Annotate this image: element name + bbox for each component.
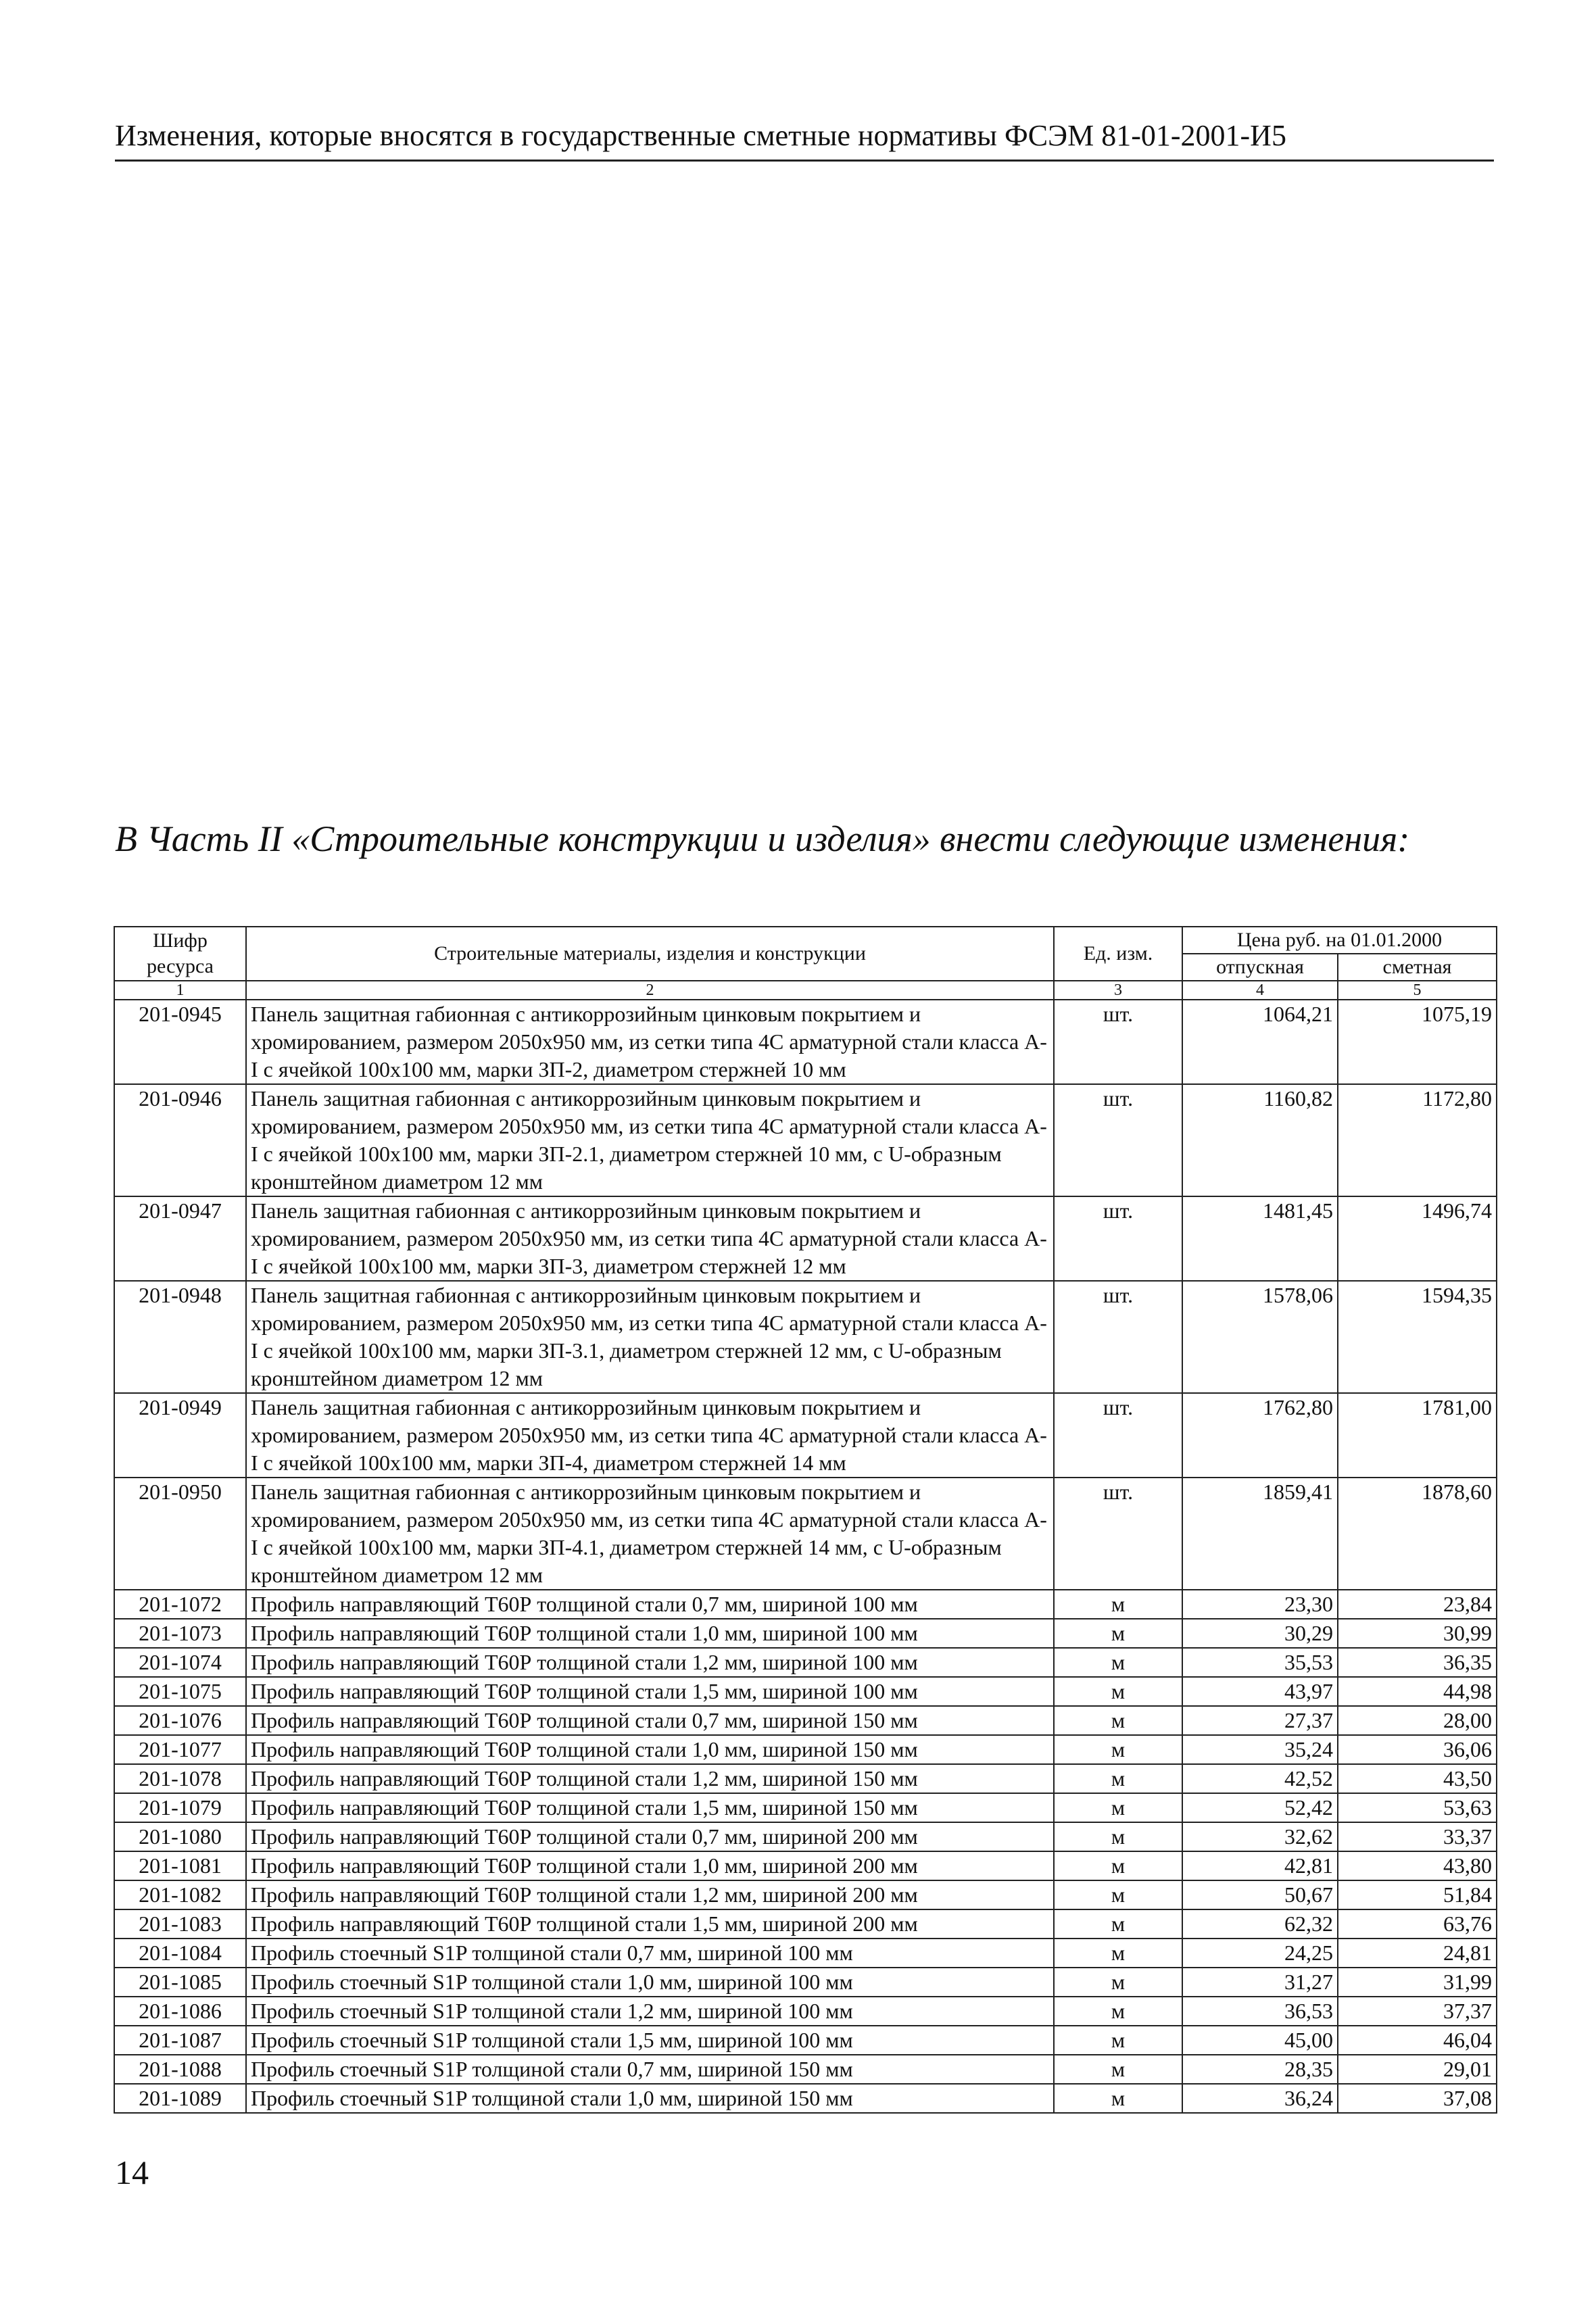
col-header-estimate-price: сметная (1338, 954, 1497, 981)
resource-unit: м (1054, 1793, 1182, 1822)
resource-table (114, 926, 1497, 2114)
release-price: 36,53 (1182, 1997, 1338, 2026)
estimate-price: 33,37 (1338, 1822, 1497, 1851)
resource-name: Профиль стоечный S1P толщиной стали 1,2 мм, шириной 100 мм (246, 1997, 1054, 2026)
resource-code: 201-1081 (114, 1851, 246, 1880)
resource-unit: м (1054, 1909, 1182, 1939)
resource-unit: шт. (1054, 1084, 1182, 1196)
release-price: 24,25 (1182, 1939, 1338, 1968)
resource-unit: м (1054, 1997, 1182, 2026)
release-price: 1762,80 (1182, 1393, 1338, 1478)
resource-name: Панель защитная габионная с антикоррозийным цинковым покрытием и хромированием, размером 2050x950 мм, из сетки типа 4С арматурной стали класса А-I с ячейкой 100x100 мм, марки ЗП-3, диаметром стержней 12 мм (246, 1196, 1054, 1281)
estimate-price: 37,37 (1338, 1997, 1497, 2026)
resource-code: 201-1084 (114, 1939, 246, 1968)
resource-code: 201-1085 (114, 1968, 246, 1997)
release-price: 50,67 (1182, 1880, 1338, 1909)
resource-unit: м (1054, 1677, 1182, 1706)
release-price: 1160,82 (1182, 1084, 1338, 1196)
estimate-price: 1496,74 (1338, 1196, 1497, 1281)
estimate-price: 63,76 (1338, 1909, 1497, 1939)
resource-code: 201-0947 (114, 1196, 246, 1281)
table-row (114, 1648, 1497, 1677)
estimate-price: 1172,80 (1338, 1084, 1497, 1196)
estimate-price: 29,01 (1338, 2055, 1497, 2084)
col-header-release-price: отпускная (1182, 954, 1338, 981)
resource-code: 201-1073 (114, 1619, 246, 1648)
table-body (114, 1000, 1497, 2113)
resource-code: 201-1087 (114, 2026, 246, 2055)
resource-unit: м (1054, 1648, 1182, 1677)
estimate-price: 36,06 (1338, 1735, 1497, 1764)
table-row (114, 1619, 1497, 1648)
estimate-price: 24,81 (1338, 1939, 1497, 1968)
resource-unit: м (1054, 1735, 1182, 1764)
resource-name: Профиль стоечный S1P толщиной стали 1,0 мм, шириной 150 мм (246, 2084, 1054, 2113)
resource-code: 201-0950 (114, 1478, 246, 1590)
resource-code: 201-1088 (114, 2055, 246, 2084)
resource-name: Профиль направляющий Т60Р толщиной стали 1,0 мм, шириной 150 мм (246, 1735, 1054, 1764)
resource-code: 201-0945 (114, 1000, 246, 1084)
estimate-price: 43,80 (1338, 1851, 1497, 1880)
resource-code: 201-1077 (114, 1735, 246, 1764)
table-row (114, 1590, 1497, 1619)
resource-unit: шт. (1054, 1393, 1182, 1478)
release-price: 1578,06 (1182, 1281, 1338, 1393)
table-row (114, 1851, 1497, 1880)
page-number: 14 (115, 2153, 149, 2191)
estimate-price: 30,99 (1338, 1619, 1497, 1648)
resource-unit: м (1054, 1939, 1182, 1968)
table-row (114, 1939, 1497, 1968)
resource-code: 201-0948 (114, 1281, 246, 1393)
release-price: 1481,45 (1182, 1196, 1338, 1281)
resource-code: 201-0946 (114, 1084, 246, 1196)
resource-code: 201-1079 (114, 1793, 246, 1822)
estimate-price: 37,08 (1338, 2084, 1497, 2113)
release-price: 1064,21 (1182, 1000, 1338, 1084)
resource-unit: м (1054, 1590, 1182, 1619)
resource-code: 201-1089 (114, 2084, 246, 2113)
resource-name: Профиль направляющий Т60Р толщиной стали 1,2 мм, шириной 100 мм (246, 1648, 1054, 1677)
resource-name: Панель защитная габионная с антикоррозийным цинковым покрытием и хромированием, размером 2050x950 мм, из сетки типа 4С арматурной стали класса А-I с ячейкой 100x100 мм, марки ЗП-3.1, диаметром стержней 12 мм, с U-образным кронштейном диаметром 12 мм (246, 1281, 1054, 1393)
resource-name: Профиль направляющий Т60Р толщиной стали 1,5 мм, шириной 150 мм (246, 1793, 1054, 1822)
resource-name: Профиль направляющий Т60Р толщиной стали 1,0 мм, шириной 200 мм (246, 1851, 1054, 1880)
table-row (114, 2084, 1497, 2113)
table-row (114, 1393, 1497, 1478)
table-row (114, 1281, 1497, 1393)
table-row (114, 1196, 1497, 1281)
release-price: 36,24 (1182, 2084, 1338, 2113)
release-price: 62,32 (1182, 1909, 1338, 1939)
table-row (114, 1793, 1497, 1822)
col-header-unit: Ед. изм. (1054, 927, 1182, 981)
release-price: 28,35 (1182, 2055, 1338, 2084)
col-header-code: Шифр ресурса (114, 927, 246, 981)
release-price: 31,27 (1182, 1968, 1338, 1997)
table-row (114, 1000, 1497, 1084)
resource-name: Панель защитная габионная с антикоррозийным цинковым покрытием и хромированием, размером 2050x950 мм, из сетки типа 4С арматурной стали класса А-I с ячейкой 100x100 мм, марки ЗП-2, диаметром стержней 10 мм (246, 1000, 1054, 1084)
resource-unit: м (1054, 2026, 1182, 2055)
resource-name: Профиль стоечный S1P толщиной стали 1,5 мм, шириной 100 мм (246, 2026, 1054, 2055)
resource-unit: м (1054, 2084, 1182, 2113)
resource-name: Панель защитная габионная с антикоррозийным цинковым покрытием и хромированием, размером 2050x950 мм, из сетки типа 4С арматурной стали класса А-I с ячейкой 100x100 мм, марки ЗП-2.1, диаметром стержней 10 мм, с U-образным кронштейном диаметром 12 мм (246, 1084, 1054, 1196)
resource-code: 201-1074 (114, 1648, 246, 1677)
release-price: 35,24 (1182, 1735, 1338, 1764)
table-row (114, 1677, 1497, 1706)
table-row (114, 1735, 1497, 1764)
estimate-price: 1878,60 (1338, 1478, 1497, 1590)
resource-name: Профиль направляющий Т60Р толщиной стали 0,7 мм, шириной 150 мм (246, 1706, 1054, 1735)
release-price: 30,29 (1182, 1619, 1338, 1648)
resource-unit: м (1054, 1764, 1182, 1793)
table-row (114, 1909, 1497, 1939)
table-row (114, 1822, 1497, 1851)
table-row (114, 1968, 1497, 1997)
estimate-price: 1075,19 (1338, 1000, 1497, 1084)
resource-code: 201-1086 (114, 1997, 246, 2026)
resource-unit: м (1054, 1706, 1182, 1735)
col-number: 2 (246, 981, 1054, 1000)
resource-code: 201-1080 (114, 1822, 246, 1851)
resource-unit: шт. (1054, 1281, 1182, 1393)
col-number: 1 (114, 981, 246, 1000)
estimate-price: 1594,35 (1338, 1281, 1497, 1393)
release-price: 42,81 (1182, 1851, 1338, 1880)
estimate-price: 1781,00 (1338, 1393, 1497, 1478)
table-row (114, 1764, 1497, 1793)
resource-code: 201-1083 (114, 1909, 246, 1939)
resource-name: Профиль стоечный S1P толщиной стали 1,0 мм, шириной 100 мм (246, 1968, 1054, 1997)
resource-unit: шт. (1054, 1478, 1182, 1590)
release-price: 45,00 (1182, 2026, 1338, 2055)
resource-unit: м (1054, 1619, 1182, 1648)
resource-unit: м (1054, 1822, 1182, 1851)
resource-name: Профиль направляющий Т60Р толщиной стали 1,5 мм, шириной 100 мм (246, 1677, 1054, 1706)
estimate-price: 28,00 (1338, 1706, 1497, 1735)
release-price: 43,97 (1182, 1677, 1338, 1706)
release-price: 27,37 (1182, 1706, 1338, 1735)
resource-name: Профиль направляющий Т60Р толщиной стали 0,7 мм, шириной 200 мм (246, 1822, 1054, 1851)
resource-name: Профиль направляющий Т60Р толщиной стали 1,5 мм, шириной 200 мм (246, 1909, 1054, 1939)
estimate-price: 53,63 (1338, 1793, 1497, 1822)
table-row (114, 1084, 1497, 1196)
table-row (114, 1706, 1497, 1735)
release-price: 35,53 (1182, 1648, 1338, 1677)
table-row (114, 2026, 1497, 2055)
estimate-price: 36,35 (1338, 1648, 1497, 1677)
resource-name: Панель защитная габионная с антикоррозийным цинковым покрытием и хромированием, размером 2050x950 мм, из сетки типа 4С арматурной стали класса А-I с ячейкой 100x100 мм, марки ЗП-4, диаметром стержней 14 мм (246, 1393, 1054, 1478)
page-header: Изменения, которые вносятся в государственные сметные нормативы ФСЭМ 81-01-2001-И5 (115, 118, 1494, 162)
release-price: 52,42 (1182, 1793, 1338, 1822)
estimate-price: 31,99 (1338, 1968, 1497, 1997)
resource-code: 201-0949 (114, 1393, 246, 1478)
estimate-price: 46,04 (1338, 2026, 1497, 2055)
estimate-price: 44,98 (1338, 1677, 1497, 1706)
col-number: 3 (1054, 981, 1182, 1000)
table-row (114, 2055, 1497, 2084)
resource-unit: м (1054, 2055, 1182, 2084)
resource-name: Профиль стоечный S1P толщиной стали 0,7 мм, шириной 100 мм (246, 1939, 1054, 1968)
resource-unit: м (1054, 1851, 1182, 1880)
release-price: 1859,41 (1182, 1478, 1338, 1590)
table-row (114, 1880, 1497, 1909)
resource-name: Профиль направляющий Т60Р толщиной стали 0,7 мм, шириной 100 мм (246, 1590, 1054, 1619)
resource-code: 201-1082 (114, 1880, 246, 1909)
resource-name: Профиль направляющий Т60Р толщиной стали 1,2 мм, шириной 200 мм (246, 1880, 1054, 1909)
resource-name: Профиль направляющий Т60Р толщиной стали 1,0 мм, шириной 100 мм (246, 1619, 1054, 1648)
estimate-price: 43,50 (1338, 1764, 1497, 1793)
col-number: 5 (1338, 981, 1497, 1000)
resource-code: 201-1075 (114, 1677, 246, 1706)
resource-code: 201-1072 (114, 1590, 246, 1619)
resource-unit: шт. (1054, 1000, 1182, 1084)
resource-unit: шт. (1054, 1196, 1182, 1281)
resource-code: 201-1078 (114, 1764, 246, 1793)
col-header-name: Строительные материалы, изделия и конструкции (246, 927, 1054, 981)
release-price: 23,30 (1182, 1590, 1338, 1619)
resource-unit: м (1054, 1968, 1182, 1997)
resource-name: Профиль направляющий Т60Р толщиной стали 1,2 мм, шириной 150 мм (246, 1764, 1054, 1793)
resource-code: 201-1076 (114, 1706, 246, 1735)
resource-unit: м (1054, 1880, 1182, 1909)
resource-name: Панель защитная габионная с антикоррозийным цинковым покрытием и хромированием, размером 2050x950 мм, из сетки типа 4С арматурной стали класса А-I с ячейкой 100x100 мм, марки ЗП-4.1, диаметром стержней 14 мм, с U-образным кронштейном диаметром 12 мм (246, 1478, 1054, 1590)
estimate-price: 23,84 (1338, 1590, 1497, 1619)
resource-name: Профиль стоечный S1P толщиной стали 0,7 мм, шириной 150 мм (246, 2055, 1054, 2084)
release-price: 42,52 (1182, 1764, 1338, 1793)
release-price: 32,62 (1182, 1822, 1338, 1851)
table-row (114, 1997, 1497, 2026)
col-number: 4 (1182, 981, 1338, 1000)
col-header-price: Цена руб. на 01.01.2000 (1182, 927, 1497, 954)
estimate-price: 51,84 (1338, 1880, 1497, 1909)
section-title: В Часть II «Строительные конструкции и изделия» внести следующие изменения: (115, 819, 1410, 859)
table-row (114, 1478, 1497, 1590)
